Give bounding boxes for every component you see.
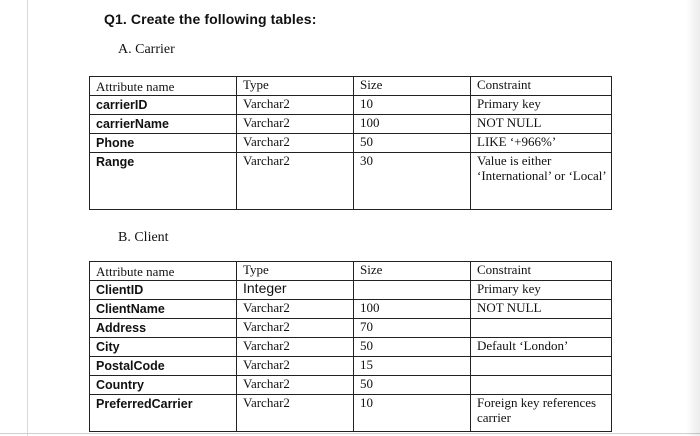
size-cell: 50	[354, 376, 471, 395]
table-row	[90, 96, 612, 115]
table-header-row	[90, 262, 612, 281]
table-row	[90, 338, 612, 357]
table-header-row	[90, 77, 612, 96]
constraint-cell: Value is either ‘International’ or ‘Local’	[471, 153, 612, 210]
header-cell: Constraint	[471, 77, 612, 96]
constraint-cell: LIKE ‘+966%’	[471, 134, 612, 153]
size-cell: 30	[354, 153, 471, 210]
type-cell: Varchar2	[237, 300, 354, 319]
size-cell: 70	[354, 319, 471, 338]
table-row	[90, 319, 612, 338]
attribute-name-cell: Range	[90, 153, 237, 210]
type-cell: Varchar2	[237, 134, 354, 153]
size-cell: 50	[354, 338, 471, 357]
constraint-cell: NOT NULL	[471, 300, 612, 319]
table-row	[90, 134, 612, 153]
table-row	[90, 376, 612, 395]
size-cell: 10	[354, 395, 471, 432]
size-cell: 50	[354, 134, 471, 153]
attribute-name-cell: PostalCode	[90, 357, 237, 376]
attribute-name-cell: ClientID	[90, 281, 237, 300]
attribute-name-cell: Phone	[90, 134, 237, 153]
header-cell: Size	[354, 77, 471, 96]
attribute-name-cell: carrierID	[90, 96, 237, 115]
page-edge-bottom	[0, 433, 700, 434]
page-shadow	[686, 0, 700, 436]
attribute-name-cell: City	[90, 338, 237, 357]
table-row	[90, 300, 612, 319]
header-cell: Constraint	[471, 262, 612, 281]
type-cell: Varchar2	[237, 395, 354, 432]
attribute-name-cell: PreferredCarrier	[90, 395, 237, 432]
type-cell: Varchar2	[237, 96, 354, 115]
attribute-name-cell: Address	[90, 319, 237, 338]
constraint-cell	[471, 319, 612, 338]
type-cell: Varchar2	[237, 338, 354, 357]
size-cell: 10	[354, 96, 471, 115]
constraint-cell: Primary key	[471, 281, 612, 300]
table-row	[90, 281, 612, 300]
question-heading: Q1. Create the following tables:	[104, 11, 317, 27]
constraint-cell: NOT NULL	[471, 115, 612, 134]
type-cell: Varchar2	[237, 153, 354, 210]
type-cell: Varchar2	[237, 357, 354, 376]
constraint-cell: Primary key	[471, 96, 612, 115]
page-edge	[27, 0, 28, 436]
table-row	[90, 357, 612, 376]
attribute-name-cell: ClientName	[90, 300, 237, 319]
carrier-table	[89, 76, 612, 210]
table-row	[90, 153, 612, 210]
section-title-client: B. Client	[118, 230, 169, 245]
section-title-carrier: A. Carrier	[118, 42, 175, 57]
header-cell: Attribute name	[90, 262, 237, 281]
size-cell	[354, 281, 471, 300]
header-cell: Type	[237, 77, 354, 96]
type-cell: Varchar2	[237, 115, 354, 134]
attribute-name-cell: carrierName	[90, 115, 237, 134]
header-cell: Type	[237, 262, 354, 281]
type-cell: Integer	[237, 281, 354, 300]
table-row	[90, 395, 612, 432]
header-cell: Size	[354, 262, 471, 281]
header-cell: Attribute name	[90, 77, 237, 96]
size-cell: 100	[354, 300, 471, 319]
constraint-cell: Default ‘London’	[471, 338, 612, 357]
size-cell: 15	[354, 357, 471, 376]
type-cell: Varchar2	[237, 319, 354, 338]
size-cell: 100	[354, 115, 471, 134]
attribute-name-cell: Country	[90, 376, 237, 395]
table-row	[90, 115, 612, 134]
constraint-cell	[471, 357, 612, 376]
constraint-cell	[471, 376, 612, 395]
client-table	[89, 261, 612, 432]
type-cell: Varchar2	[237, 376, 354, 395]
constraint-cell: Foreign key references carrier	[471, 395, 612, 432]
